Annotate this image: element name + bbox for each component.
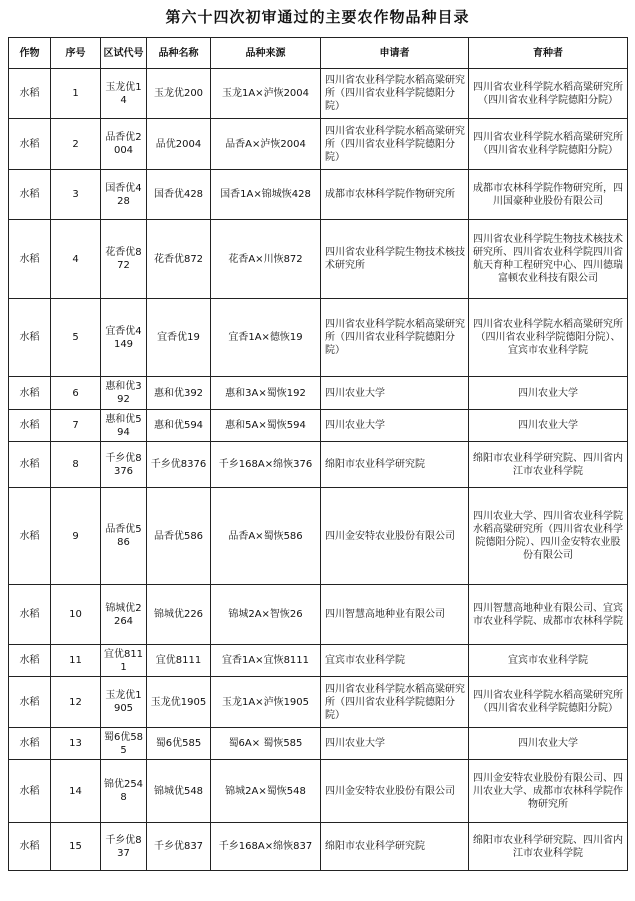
cell-crop: 水稻 [9,170,51,220]
cell-no: 11 [51,645,101,677]
cell-crop: 水稻 [9,119,51,170]
cell-code: 品香优586 [101,488,147,585]
cell-breeder: 绵阳市农业科学研究院、四川省内江市农业科学院 [469,823,628,871]
cell-applicant: 绵阳市农业科学研究院 [321,823,469,871]
header-breeder: 育种者 [469,38,628,69]
cell-applicant: 四川农业大学 [321,728,469,760]
cell-breeder: 四川农业大学 [469,728,628,760]
cell-applicant: 四川金安特农业股份有限公司 [321,760,469,823]
cell-name: 惠和优392 [147,377,211,410]
cell-source: 花香A×川恢872 [211,220,321,299]
cell-source: 品香A×蜀恢586 [211,488,321,585]
cell-source: 惠和3A×蜀恢192 [211,377,321,410]
table-row [9,585,628,645]
cell-crop: 水稻 [9,728,51,760]
table-row [9,442,628,488]
table-row [9,377,628,410]
table-row [9,170,628,220]
cell-name: 蜀6优585 [147,728,211,760]
cell-crop: 水稻 [9,823,51,871]
header-code: 区试代号 [101,38,147,69]
cell-breeder: 宜宾市农业科学院 [469,645,628,677]
header-name: 品种名称 [147,38,211,69]
cell-applicant: 四川农业大学 [321,377,469,410]
cell-breeder: 四川省农业科学院水稻高粱研究所（四川省农业科学院德阳分院）、宜宾市农业科学院 [469,299,628,377]
cell-source: 蜀6A× 蜀恢585 [211,728,321,760]
cell-breeder: 四川省农业科学院水稻高粱研究所（四川省农业科学院德阳分院） [469,677,628,728]
cell-code: 锦优2548 [101,760,147,823]
cell-breeder: 绵阳市农业科学研究院、四川省内江市农业科学院 [469,442,628,488]
cell-source: 国香1A×锦城恢428 [211,170,321,220]
cell-no: 4 [51,220,101,299]
cell-crop: 水稻 [9,377,51,410]
table-row [9,488,628,585]
cell-applicant: 成都市农林科学院作物研究所 [321,170,469,220]
cell-no: 13 [51,728,101,760]
cell-name: 宜优8111 [147,645,211,677]
header-source: 品种来源 [211,38,321,69]
table-row [9,410,628,442]
cell-breeder: 四川省农业科学院水稻高粱研究所（四川省农业科学院德阳分院） [469,119,628,170]
cell-applicant: 四川省农业科学院生物技术核技术研究所 [321,220,469,299]
cell-no: 2 [51,119,101,170]
cell-code: 千乡优8376 [101,442,147,488]
cell-code: 宜优8111 [101,645,147,677]
cell-no: 6 [51,377,101,410]
cell-breeder: 四川智慧高地种业有限公司、宜宾市农业科学院、成都市农林科学院 [469,585,628,645]
table-row [9,69,628,119]
cell-crop: 水稻 [9,645,51,677]
cell-code: 蜀6优585 [101,728,147,760]
cell-no: 15 [51,823,101,871]
cell-breeder: 四川省农业科学院生物技术核技术研究所、四川省农业科学院四川省航天育种工程研究中心、四川德瑞富顿农业科技有限公司 [469,220,628,299]
header-applicant: 申请者 [321,38,469,69]
cell-code: 玉龙优14 [101,69,147,119]
cell-source: 锦城2A×蜀恢548 [211,760,321,823]
cell-name: 品优2004 [147,119,211,170]
cell-crop: 水稻 [9,760,51,823]
cell-applicant: 四川省农业科学院水稻高粱研究所（四川省农业科学院德阳分院） [321,299,469,377]
cell-code: 惠和优392 [101,377,147,410]
cell-source: 锦城2A×智恢26 [211,585,321,645]
cell-breeder: 四川金安特农业股份有限公司、四川农业大学、成都市农林科学院作物研究所 [469,760,628,823]
cell-name: 锦城优226 [147,585,211,645]
cell-source: 千乡168A×绵恢837 [211,823,321,871]
table-row [9,645,628,677]
cell-applicant: 宜宾市农业科学院 [321,645,469,677]
cell-crop: 水稻 [9,410,51,442]
cell-source: 玉龙1A×泸恢1905 [211,677,321,728]
cell-breeder: 四川农业大学、四川省农业科学院水稻高粱研究所（四川省农业科学院德阳分院）、四川金安特农业股份有限公司 [469,488,628,585]
cell-code: 玉龙优1905 [101,677,147,728]
table-row [9,220,628,299]
cell-crop: 水稻 [9,677,51,728]
cell-name: 锦城优548 [147,760,211,823]
cell-no: 5 [51,299,101,377]
cell-no: 9 [51,488,101,585]
table-row [9,299,628,377]
cell-crop: 水稻 [9,442,51,488]
cell-code: 品香优2004 [101,119,147,170]
cell-source: 宜香1A×德恢19 [211,299,321,377]
cell-source: 惠和5A×蜀恢594 [211,410,321,442]
cell-applicant: 四川省农业科学院水稻高粱研究所（四川省农业科学院德阳分院） [321,119,469,170]
cell-applicant: 绵阳市农业科学研究院 [321,442,469,488]
cell-applicant: 四川智慧高地种业有限公司 [321,585,469,645]
cell-no: 8 [51,442,101,488]
cell-code: 惠和优594 [101,410,147,442]
cell-name: 宜香优19 [147,299,211,377]
cell-breeder: 四川农业大学 [469,377,628,410]
cell-no: 7 [51,410,101,442]
cell-code: 宜香优4149 [101,299,147,377]
table-row [9,119,628,170]
table-row [9,677,628,728]
cell-applicant: 四川省农业科学院水稻高粱研究所（四川省农业科学院德阳分院） [321,677,469,728]
cell-code: 千乡优837 [101,823,147,871]
table-row [9,760,628,823]
cell-name: 品香优586 [147,488,211,585]
cell-name: 国香优428 [147,170,211,220]
cell-crop: 水稻 [9,488,51,585]
cell-no: 10 [51,585,101,645]
cell-crop: 水稻 [9,69,51,119]
cell-code: 花香优872 [101,220,147,299]
cell-code: 国香优428 [101,170,147,220]
cell-no: 12 [51,677,101,728]
cell-breeder: 四川省农业科学院水稻高粱研究所（四川省农业科学院德阳分院） [469,69,628,119]
cell-no: 14 [51,760,101,823]
cell-no: 1 [51,69,101,119]
cell-no: 3 [51,170,101,220]
cell-applicant: 四川金安特农业股份有限公司 [321,488,469,585]
cell-name: 惠和优594 [147,410,211,442]
cell-applicant: 四川省农业科学院水稻高粱研究所（四川省农业科学院德阳分院） [321,69,469,119]
cell-source: 品香A×泸恢2004 [211,119,321,170]
cell-name: 花香优872 [147,220,211,299]
cell-source: 千乡168A×绵恢376 [211,442,321,488]
cell-crop: 水稻 [9,585,51,645]
table-row [9,728,628,760]
cell-applicant: 四川农业大学 [321,410,469,442]
page-title: 第六十四次初审通过的主要农作物品种目录 [165,8,470,26]
cell-crop: 水稻 [9,299,51,377]
cell-name: 千乡优837 [147,823,211,871]
variety-table [8,37,628,871]
cell-name: 玉龙优200 [147,69,211,119]
cell-breeder: 四川农业大学 [469,410,628,442]
cell-name: 玉龙优1905 [147,677,211,728]
header-no: 序号 [51,38,101,69]
cell-name: 千乡优8376 [147,442,211,488]
header-crop: 作物 [9,38,51,69]
cell-source: 玉龙1A×泸恢2004 [211,69,321,119]
cell-breeder: 成都市农林科学院作物研究所，四川国豪种业股份有限公司 [469,170,628,220]
cell-source: 宜香1A×宜恢8111 [211,645,321,677]
table-row [9,823,628,871]
cell-code: 锦城优2264 [101,585,147,645]
cell-crop: 水稻 [9,220,51,299]
table-header-row [9,38,628,69]
